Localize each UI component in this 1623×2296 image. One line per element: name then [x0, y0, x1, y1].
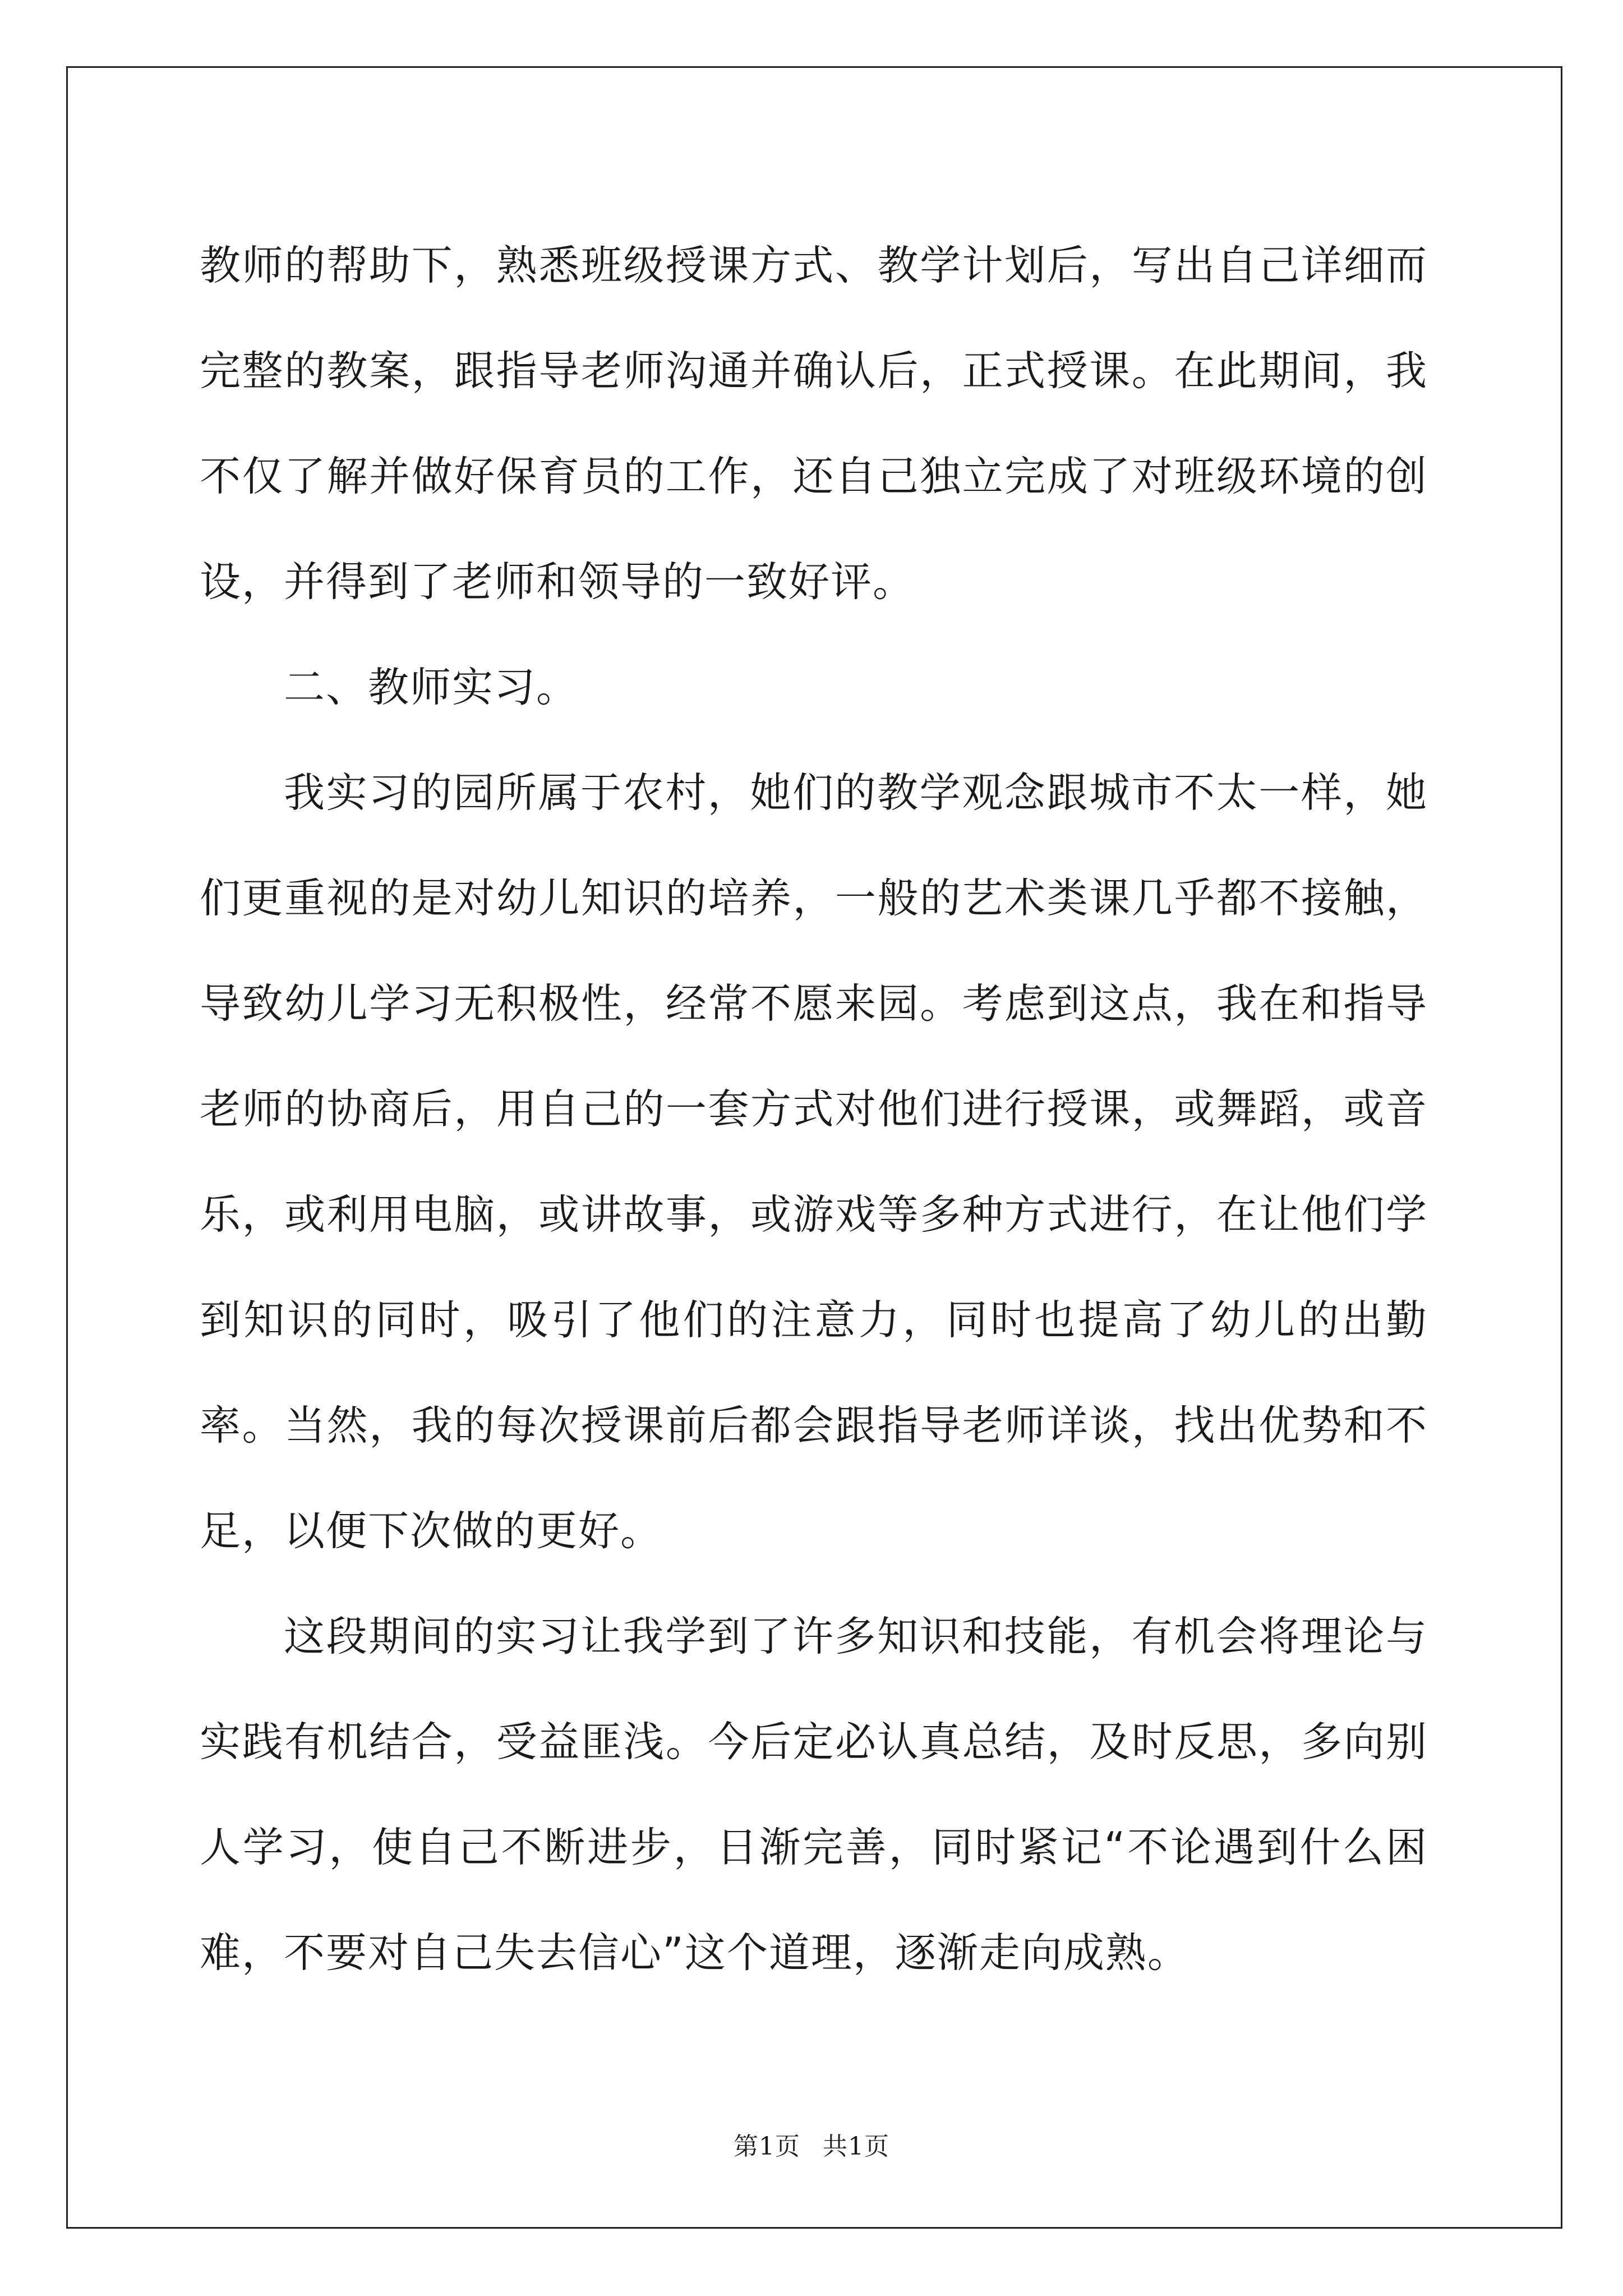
- document-body: [200, 213, 1428, 2006]
- page-total: 共1页: [823, 2132, 889, 2161]
- paragraph-conclusion: 这段期间的实习让我学到了许多知识和技能，有机会将理论与实践有机结合，受益匪浅。今后定必认真总结，及时反思，多向别人学习，使自己不断进步，日渐完善，同时紧记“不论遇到什么困难，不要对自己失去信心”这个道理，逐渐走向成熟。: [200, 1613, 1428, 1977]
- page-footer: [0, 2126, 1623, 2162]
- section-heading: 二、教师实习。: [284, 664, 578, 711]
- paragraph-continuation: 教师的帮助下，熟悉班级授课方式、教学计划后，写出自己详细而完整的教案，跟指导老师沟通并确认后，正式授课。在此期间，我不仅了解并做好保育员的工作，还自己独立完成了对班级环境的创设，并得到了老师和领导的一致好评。: [200, 242, 1428, 606]
- page-number: 第1页: [734, 2132, 800, 2161]
- paragraph-internship: 我实习的园所属于农村，她们的教学观念跟城市不太一样，她们更重视的是对幼儿知识的培养，一般的艺术类课几乎都不接触，导致幼儿学习无积极性，经常不愿来园。考虑到这点，我在和指导老师的协商后，用自己的一套方式对他们进行授课，或舞蹈，或音乐，或利用电脑，或讲故事，或游戏等多种方式进行，在让他们学到知识的同时，吸引了他们的注意力，同时也提高了幼儿的出勤率。当然，我的每次授课前后都会跟指导老师详谈，找出优势和不足，以便下次做的更好。: [200, 769, 1428, 1555]
